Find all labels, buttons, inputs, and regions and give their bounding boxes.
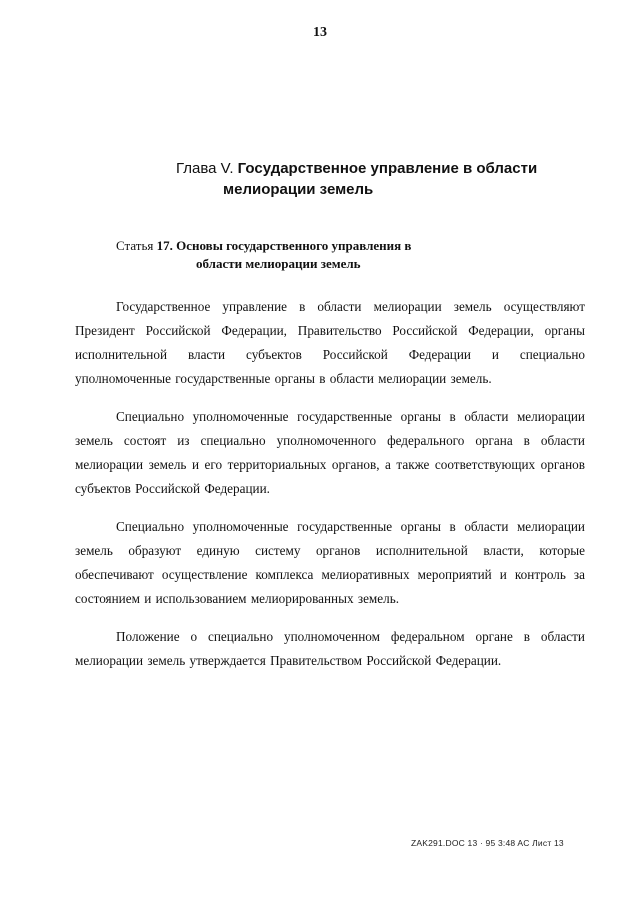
paragraph-3: Специально уполномоченные государственные органы в области мелиорации земель образуют единую систему органов исполнительной власти, которые обеспечивают осуществление комплекса мелиоративных мероприятий и контроль за состоянием и использованием мелиорированных земель. (75, 519, 585, 606)
page-number: 13 (313, 25, 327, 40)
article-title-line2: области мелиорации земель (196, 256, 361, 271)
paragraph-1: Государственное управление в области мелиорации земель осуществляют Президент Российской Федерации, Правительство Российской Федерации, органы исполнительной власти субъектов Российской Федерации и специально уполномоченные государственные органы в области мелиорации земель. (75, 299, 585, 386)
paragraph-2: Специально уполномоченные государственные органы в области мелиорации земель состоят из специально уполномоченного федерального органа в области мелиорации земель и его территориальных органов, а также соответствующих органов субъектов Российской Федерации. (75, 409, 585, 496)
article-body (75, 295, 585, 687)
paragraph-4: Положение о специально уполномоченном федеральном органе в области мелиорации земель утверждается Правительством Российской Федерации. (75, 629, 585, 668)
chapter-label: Глава V. (176, 160, 234, 177)
article-heading-line1 (116, 237, 536, 255)
chapter-heading-line1 (176, 158, 576, 179)
article-number: 17. (156, 238, 173, 253)
chapter-title-line1: Государственное управление в области (237, 160, 538, 177)
article-heading (116, 237, 536, 273)
article-label: Статья (116, 238, 154, 253)
footer-file-stamp: ZAK291.DOC 13 · 95 3:48 AC Лист 13 (411, 838, 564, 848)
article-title-line1: Основы государственного управления в (176, 238, 412, 253)
chapter-title-line2: мелиорации земель (223, 181, 374, 198)
chapter-heading (176, 158, 576, 200)
